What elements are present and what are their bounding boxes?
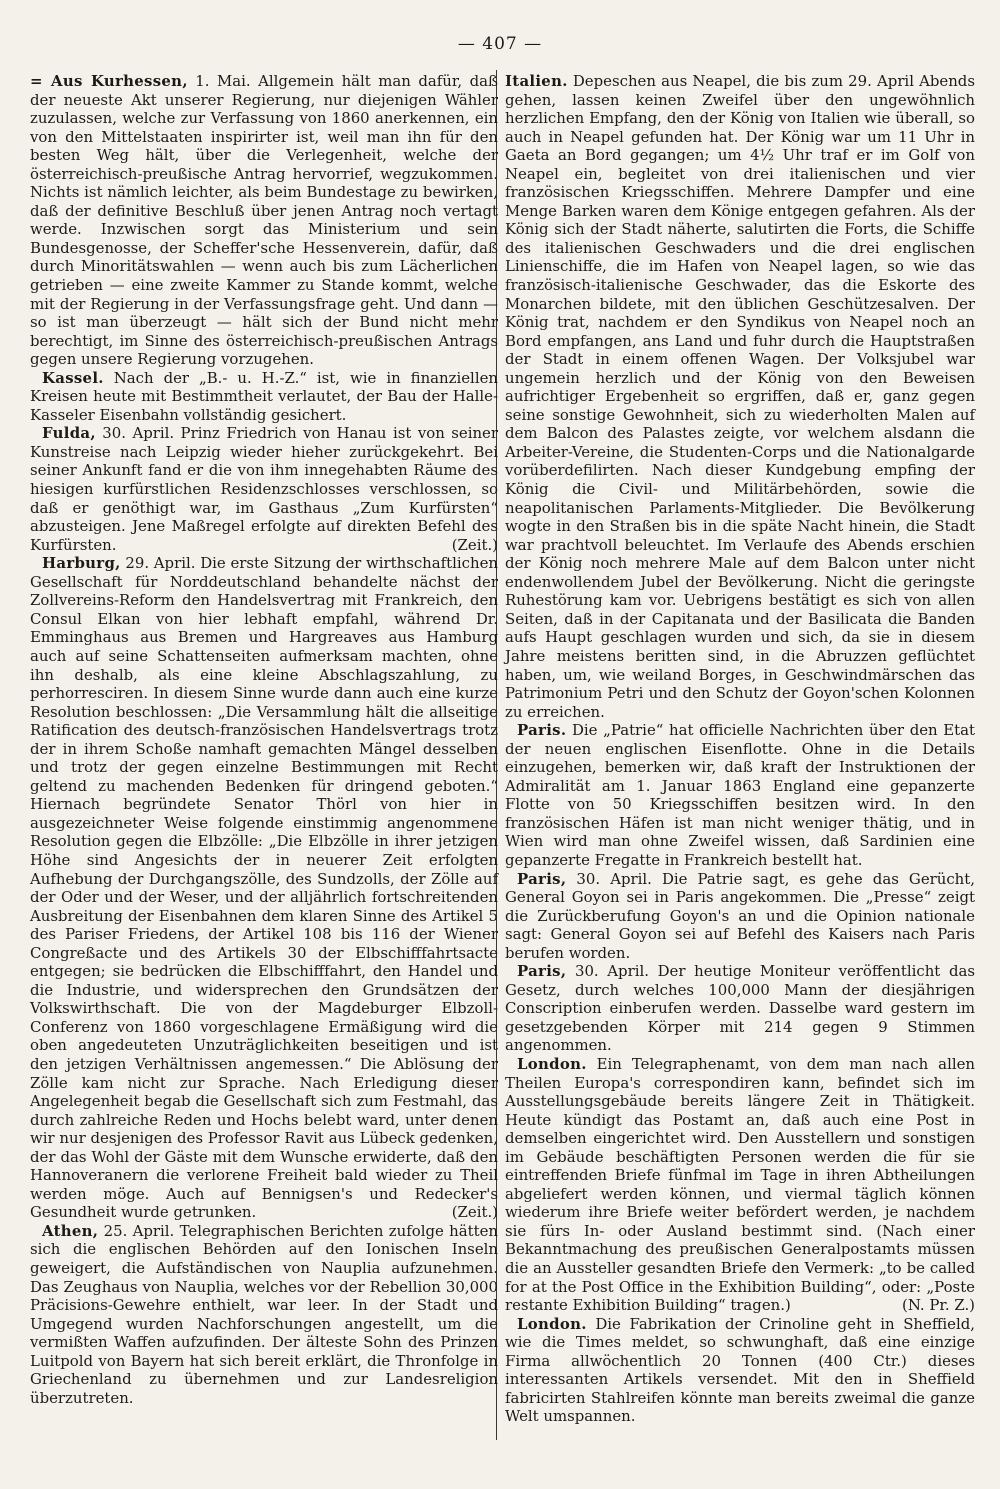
article-kassel [30,369,498,425]
right-column [505,72,975,1426]
article-body: 30. April. Der heutige Moniteur veröffentlicht das Gesetz, durch welches 100,000 Mann der diesjährigen Conscription einberufen werden. Dasselbe ward gestern im gesetzgebenden Körper mit 214 gegen 9 Stimmen angenommen. [505,962,975,1055]
article-source: (Zeit.) [451,535,498,554]
article-body: Ein Telegraphenamt, von dem man nach allen Theilen Europa's correspondiren kann, befindet sich im Ausstellungsgebäude bereits längere Zeit in Thätigkeit. Heute kündigt das Postamt an, daß auch eine Post in demselben eingerichtet wird. Den Ausstellern und sonstigen im Gebäude beschäftigten Personen werden die für sie eintreffenden Briefe fünfmal im Tage in ihren Abtheilungen abgeliefert werden können, und viermal täglich können wiederum ihre Briefe weiter befördert werden, je nachdem sie fürs In- oder Ausland bestimmt sind. (Nach einer Bekanntmachung des preußischen Generalpostamts müssen die an Aussteller gesandten Briefe den Vermerk: „to be called for at the Post Office in the Exhibition Building“, oder: „Poste restante Exhibition Building“ tragen.) [505,1054,975,1315]
article-athen [30,1222,498,1407]
article-body: Die Fabrikation der Crinoline geht in Sheffield, wie die Times meldet, so schwunghaft, daß eine einzige Firma allwöchentlich 20 Tonnen (400 Ctr.) dieses interessanten Artikels versendet. Mit den in Sheffield fabricirten Stahlreifen könnte man bereits zweimal die ganze Welt umspannen. [505,1314,975,1426]
article-body: 1. Mai. Allgemein hält man dafür, daß der neueste Akt unserer Regierung, nur diejenigen Wähler zuzulassen, welche zur Verfassung von 1860 anerkennen, ein von den Mittelstaaten inspirirter ist, weil man ihn für den besten Weg hält, über die Verlegenheit, welche der österreichisch-preußische Antrag hervorrief, wegzukommen. Nichts ist nämlich leichter, als beim Bundestage zu bewirken, daß der definitive Beschluß über jenen Antrag noch vertagt werde. Inzwischen sorgt das Ministerium und sein Bundesgenosse, der Scheffer'sche Hessenverein, dafür, daß durch Minoritätswahlen — wenn auch bis zum Lächerlichen getrieben — eine zweite Kammer zu Stande kommt, welche mit der Regierung in der Verfassungsfrage geht. Und dann — so ist man überzeugt — hält sich der Bund nicht mehr berechtigt, im Sinne des österreichisch-preußischen Antrags gegen unsere Regierung vorzugehen. [30,72,498,369]
article-italien [505,72,975,721]
article-source: (Zeit.) [451,1203,498,1222]
article-fulda [30,424,498,554]
article-body: Die „Patrie“ hat officielle Nachrichten über den Etat der neuen englischen Eisenflotte. Ohne in die Details einzugehen, bemerken wir, daß kraft der Instruktionen der Admiralität am 1. Januar 1863 England eine gepanzerte Flotte von 50 Kriegsschiffen besitzen wird. In den französischen Häfen ist man nicht weniger thätig, und in Wien wird man ohne Zweifel wissen, daß Sardinien eine gepanzerte Fregatte in Frankreich bestellt hat. [505,721,975,869]
article-paris-patrie [505,721,975,869]
article-body: Depeschen aus Neapel, die bis zum 29. April Abends gehen, lassen keinen Zweifel über den ungewöhnlich herzlichen Empfang, den der König von Italien wie überall, so auch in Neapel gefunden hat. Der König war um 11 Uhr in Gaeta an Bord gegangen; um 4½ Uhr traf er im Golf von Neapel ein, begleitet von drei italienischen und vier französischen Kriegsschiffen. Mehrere Dampfer und eine Menge Barken waren dem Könige entgegen gefahren. Als der König sich der Stadt näherte, salutirten die Forts, die Schiffe des italienischen Geschwaders und die drei englischen Linienschiffe, die im Hafen von Neapel lagen, so wie das französisch-italienische Geschwader, das die Eskorte des Monarchen bildete, mit den üblichen Geschützesalven. Der König trat, nachdem er den Syndikus von Neapel noch an Bord empfangen, ans Land und fuhr durch die Hauptstraßen der Stadt in einem offenen Wagen. Der Volksjubel war ungemein herzlich und der König von den Beweisen aufrichtiger Ergebenheit so ergriffen, daß er, ganz gegen seine sonstige Gewohnheit, sich zu wiederholten Malen auf dem Balcon des Palastes zeigte, vor welchem alsdann die Arbeiter-Vereine, die Studenten-Corps und die Nationalgarde vorüberdefilirten. Nach dieser Kundgebung empfing der König die Civil- und Militärbehörden, sowie die neapolitanischen Parlaments-Mitglieder. Die Bevölkerung wogte in den Straßen bis in die späte Nacht hinein, die Stadt war prachtvoll beleuchtet. Im Verlaufe des Abends erschien der König noch mehrere Male auf dem Balcon unter nicht endenwollendem Jubel der Bevölkerung. Nicht die geringste Ruhestörung kam vor. Uebrigens bestätigt es sich von allen Seiten, daß in der Capitanata und der Basilicata die Banden aufs Haupt geschlagen wurden und sich, da sie in diesem Jahre meistens beritten sind, in die Abruzzen geflüchtet haben, um, wie weiland Borges, in Geschwindmärschen das Patrimonium Petri und den Schutz der Goyon'schen Kolonnen zu erreichen. [505,72,975,721]
article-london-crinoline [505,1315,975,1426]
article-headline: Harburg, [42,554,121,573]
article-body: 30. April. Prinz Friedrich von Hanau ist von seiner Kunstreise nach Leipzig wieder hieher zurückgekehrt. Bei seiner Ankunft fand er die von ihm innegehabten Räume des hiesigen kurfürstlichen Residenzschlosses verschlossen, so daß er genöthigt war, im Gasthaus „Zum Kurfürsten“ abzusteigen. Jene Maßregel erfolgte auf direkten Befehl des Kurfürsten. [30,424,498,554]
article-body: 25. April. Telegraphischen Berichten zufolge hätten sich die englischen Behörden auf den Ionischen Inseln geweigert, die Aufständischen von Nauplia aufzunehmen. Das Zeughaus von Nauplia, welches vor der Rebellion 30,000 Präcisions-Gewehre enthielt, war leer. In der Stadt und Umgegend wurden Nachforschungen angestellt, um die vermißten Waffen aufzufinden. Der älteste Sohn des Prinzen Luitpold von Bayern hat sich bereit erklärt, die Thronfolge in Griechenland zu übernehmen und zur Landesreligion überzutreten. [30,1221,498,1407]
article-headline: Paris, [517,962,567,981]
article-kurhessen [30,72,498,369]
article-headline: London. [517,1314,587,1333]
article-headline: Kassel. [42,368,104,387]
page-number: — 407 — [457,34,543,54]
article-body: 29. April. Die erste Sitzung der wirthschaftlichen Gesellschaft für Norddeutschland behandelte nächst der Zollvereins-Reform den Handelsvertrag mit Frankreich, den Consul Elkan von hier lebhaft empfahl, während Dr. Emminghaus aus Bremen und Hargreaves aus Hamburg auch auf seine Schattenseiten aufmerksam machten, ohne ihn deshalb, als eine kleine Abschlagszahlung, zu perhorresciren. In diesem Sinne wurde dann auch eine kurze Resolution beschlossen: „Die Versammlung hält die allseitige Ratification des deutsch-französischen Handelsvertrags trotz der in ihrem Schoße namhaft gemachten Mängel desselben und trotz der gegen einzelne Bestimmungen mit Recht geltend zu machenden Bedenken für dringend geboten.“ Hiernach begründete Senator Thörl von hier in ausgezeichneter Weise folgende einstimmig angenommene Resolution gegen die Elbzölle: „Die Elbzölle in ihrer jetzigen Höhe sind Angesichts der in neuerer Zeit erfolgten Aufhebung der Durchgangszölle, des Sundzolls, der Zölle auf der Oder und der Weser, und der alljährlich fortschreitenden Ausbreitung der Eisenbahnen dem klaren Sinne des Artikel 5 des Pariser Friedens, der Artikel 108 bis 116 der Wiener Congreßacte und des Artikels 30 der Elbschifffahrtsacte entgegen; sie bedrücken die Elbschifffahrt, den Handel und die Industrie, und widersprechen den Grundsätzen der Volkswirthschaft. Die von der Magdeburger Elbzoll-Conferenz von 1860 vorgeschlagene Ermäßigung wird die oben angedeuteten Unzuträglichkeiten beseitigen und ist den jetzigen Verhältnissen angemessen.“ Die Ablösung der Zölle kam nicht zur Sprache. Nach Erledigung dieser Angelegenheit begab die Gesellschaft sich zum Festmahl, das durch zahlreiche Reden und Hochs belebt ward, unter denen wir nur desjenigen des Professor Ravit aus Lübeck gedenken, der das Wohl der Gäste mit dem Wunsche erwiderte, daß den Hannoveranern die verlorene Freiheit bald wieder zu Theil werden möge. Auch auf Bennigsen's und Redecker's Gesundheit wurde getrunken. [30,554,498,1222]
left-column [30,72,498,1407]
article-headline: Athen, [42,1221,99,1240]
article-paris-moniteur [505,962,975,1055]
article-headline: Fulda, [42,424,96,443]
article-body: Nach der „B.- u. H.-Z.“ ist, wie in finanziellen Kreisen heute mit Bestimmtheit verlautet, der Bau der Halle-Kasseler Eisenbahn vollständig gesichert. [30,368,498,424]
article-source: (N. Pr. Z.) [902,1296,975,1315]
article-headline: London. [517,1054,587,1073]
article-headline: Paris, [517,869,567,888]
article-headline: = Aus Kurhessen, [30,72,188,90]
article-paris-goyon [505,870,975,963]
article-body: 30. April. Die Patrie sagt, es gehe das Gerücht, General Goyon sei in Paris angekommen. Die „Presse“ zeigt die Zurückberufung Goyon's an und die Opinion nationale sagt: General Goyon sei auf Befehl des Kaisers nach Paris berufen worden. [505,869,975,962]
article-harburg [30,554,498,1222]
article-headline: Italien. [505,72,568,90]
article-headline: Paris. [517,721,567,740]
article-london-telegraph [505,1055,975,1315]
